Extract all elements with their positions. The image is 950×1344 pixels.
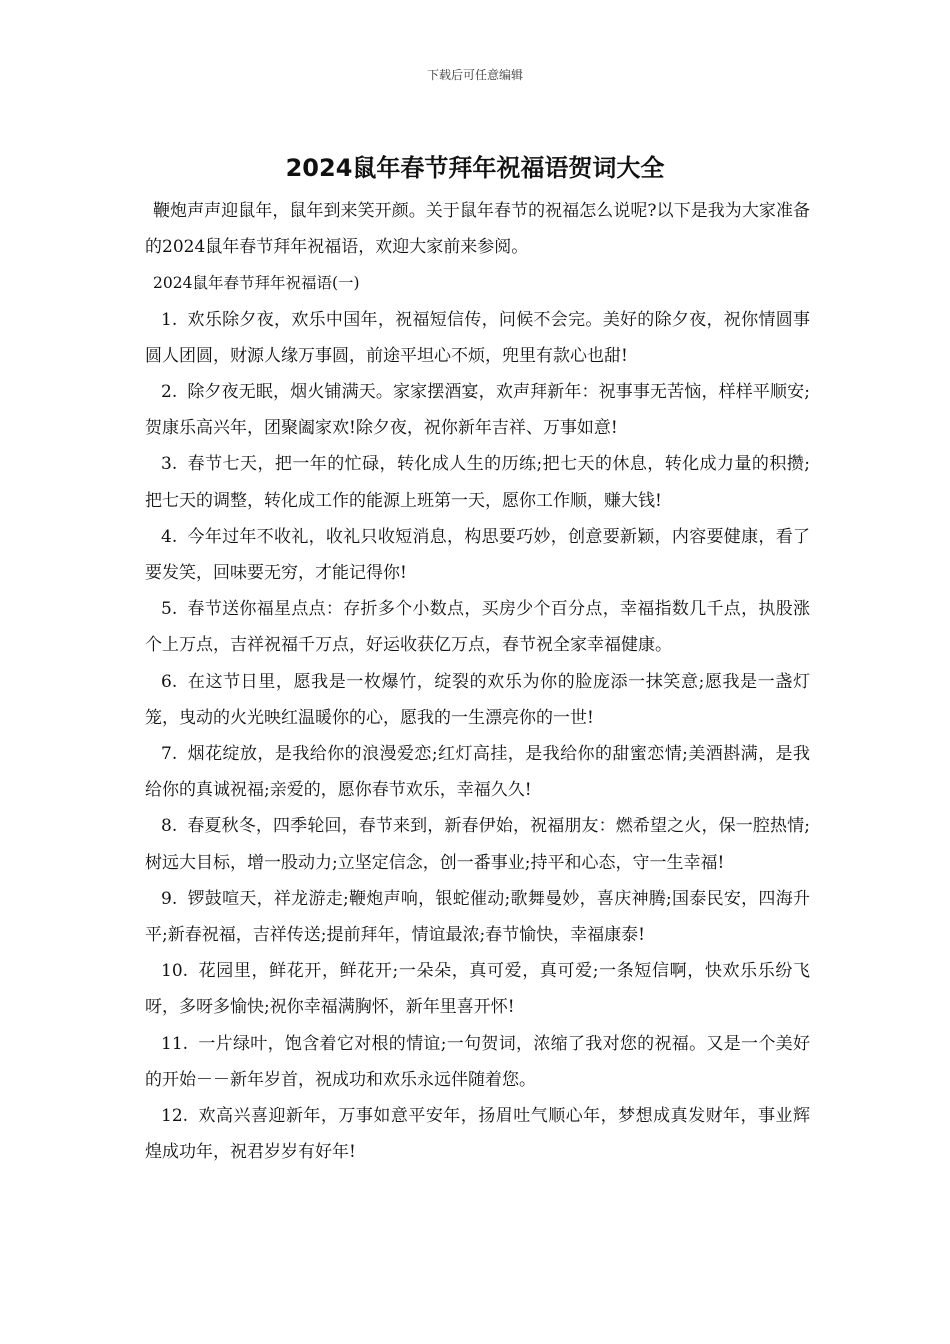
list-item xyxy=(145,446,810,518)
item-text: 今年过年不收礼，收礼只收短消息，构思要巧妙，创意要新颖，内容要健康，看了要发笑，回味要无穷，才能记得你! xyxy=(145,526,810,584)
list-item xyxy=(145,1098,810,1170)
item-number: 4. xyxy=(161,526,178,547)
list-item xyxy=(145,881,810,953)
list-item xyxy=(145,953,810,1025)
item-number: 2. xyxy=(161,382,178,403)
page-title: 2024鼠年春节拜年祝福语贺词大全 xyxy=(285,154,665,182)
item-text: 欢高兴喜迎新年，万事如意平安年，扬眉吐气顺心年，梦想成真发财年，事业辉煌成功年，祝君岁岁有好年! xyxy=(145,1106,810,1163)
list-item xyxy=(145,808,810,880)
list-item xyxy=(145,736,810,808)
list-item xyxy=(145,591,810,663)
item-text: 花园里，鲜花开，鲜花开;一朵朵，真可爱，真可爱;一条短信啊，快欢乐乐纷飞呀，多呀多愉快;祝你幸福满胸怀，新年里喜开怀! xyxy=(145,961,810,1018)
item-text: 烟花绽放，是我给你的浪漫爱恋;红灯高挂，是我给你的甜蜜恋情;美酒斟满，是我给你的真诚祝福;亲爱的，愿你春节欢乐，幸福久久! xyxy=(145,744,810,801)
item-text: 春夏秋冬，四季轮回，春节来到，新春伊始，祝福朋友：燃希望之火，保一腔热情;树远大目标，增一股动力;立坚定信念，创一番事业;持平和心态，守一生幸福! xyxy=(145,816,810,873)
item-text: 一片绿叶，饱含着它对根的情谊;一句贺词，浓缩了我对您的祝福。又是一个美好的开始－－新年岁首，祝成功和欢乐永远伴随着您。 xyxy=(145,1033,810,1090)
intro-paragraph: 鞭炮声声迎鼠年，鼠年到来笑开颜。关于鼠年春节的祝福怎么说呢?以下是我为大家准备的2024鼠年春节拜年祝福语，欢迎大家前来参阅。 xyxy=(145,201,810,258)
list-item xyxy=(145,664,810,736)
item-number: 3. xyxy=(161,454,178,475)
item-text: 除夕夜无眠，烟火铺满天。家家摆酒宴，欢声拜新年：祝事事无苦恼，样样平顺安;贺康乐高兴年，团聚阖家欢!除夕夜，祝你新年吉祥、万事如意! xyxy=(145,382,810,439)
list-item xyxy=(145,302,810,374)
item-number: 1. xyxy=(161,309,178,330)
item-number: 9. xyxy=(161,888,178,909)
item-number: 6. xyxy=(161,671,178,692)
item-number: 5. xyxy=(161,599,178,620)
item-text: 春节送你福星点点：存折多个小数点，买房少个百分点，幸福指数几千点，执股涨个上万点，吉祥祝福千万点，好运收获亿万点，春节祝全家幸福健康。 xyxy=(145,599,810,656)
item-number: 7. xyxy=(161,744,178,765)
section-heading: 2024鼠年春节拜年祝福语(一) xyxy=(153,274,360,293)
item-text: 欢乐除夕夜，欢乐中国年，祝福短信传，问候不会完。美好的除夕夜，祝你情圆事圆人团圆，财源人缘万事圆，前途平坦心不烦，兜里有款心也甜! xyxy=(145,309,810,366)
item-number: 11. xyxy=(161,1033,189,1054)
list-item xyxy=(145,519,810,591)
document-body xyxy=(145,193,810,1170)
item-text: 锣鼓喧天，祥龙游走;鞭炮声响，银蛇催动;歌舞曼妙，喜庆神腾;国泰民安，四海升平;新春祝福，吉祥传送;提前拜年，情谊最浓;春节愉快，幸福康泰! xyxy=(145,888,810,946)
header-note: 下载后可任意编辑 xyxy=(426,68,523,82)
item-text: 在这节日里，愿我是一枚爆竹，绽裂的欢乐为你的脸庞添一抹笑意;愿我是一盏灯笼，曳动的火光映红温暖你的心，愿我的一生漂亮你的一世! xyxy=(145,671,810,728)
list-item xyxy=(145,1026,810,1098)
item-text: 春节七天，把一年的忙碌，转化成人生的历练;把七天的休息，转化成力量的积攒;把七天的调整，转化成工作的能源上班第一天，愿你工作顺，赚大钱! xyxy=(145,454,810,511)
greetings-list xyxy=(145,302,810,1171)
item-number: 12. xyxy=(161,1106,189,1127)
list-item xyxy=(145,374,810,446)
item-number: 10. xyxy=(161,961,189,982)
item-number: 8. xyxy=(161,816,178,837)
